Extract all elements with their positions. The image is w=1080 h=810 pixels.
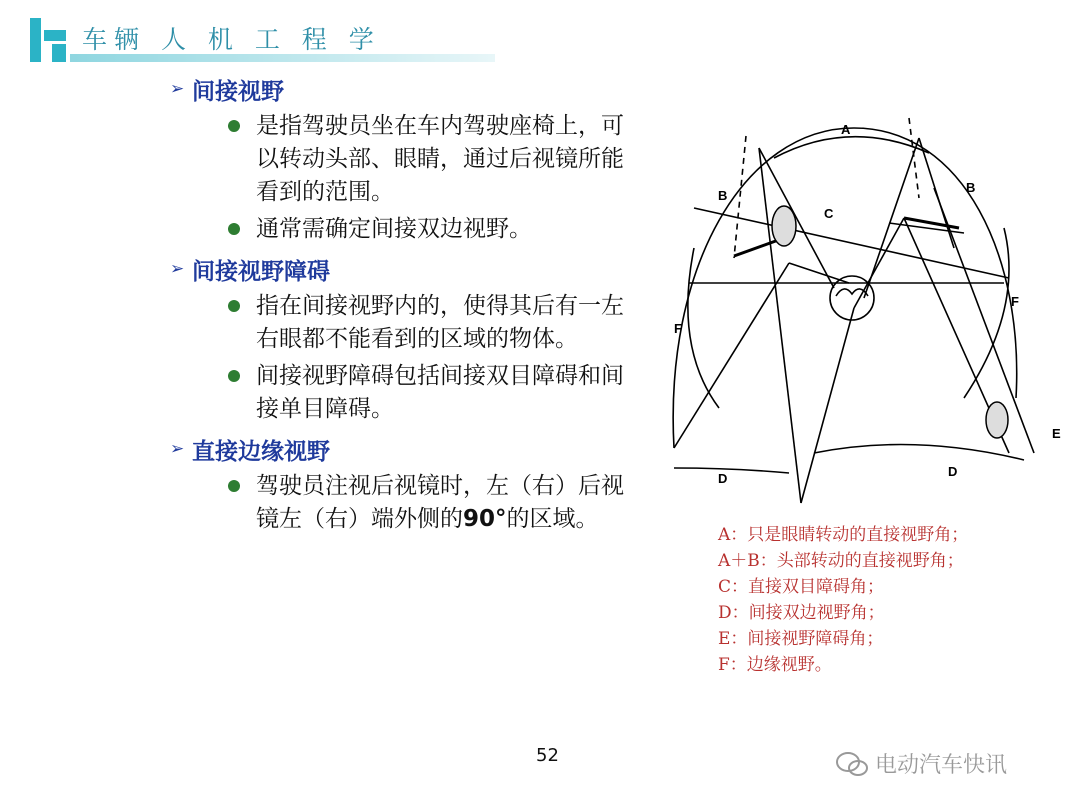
course-title: 车辆 人 机 工 程 学 [82,25,381,54]
legend-item: A＋B：头部转动的直接视野角； [718,551,964,571]
bullet-item [228,213,660,246]
blind-zone-c [772,206,796,246]
legend-item: F：边缘视野。 [718,655,832,675]
bullet-item [228,470,660,536]
page-number: 52 [536,745,559,766]
section-heading [170,70,660,108]
bullet-text: 驾驶员注视后视镜时，左（右）后视镜左（右）端外侧的90°的区域。 [256,473,624,532]
legend-item: D：间接双边视野角； [718,603,885,623]
watermark-text: 电动汽车快讯 [875,753,1008,778]
blind-zone-e [986,402,1008,438]
label-a: A [841,122,851,137]
section-heading-text: 间接视野障碍 [192,258,330,285]
header-divider [70,54,495,62]
bullet-text: 间接视野障碍包括间接双目障碍和间接单目障碍。 [256,363,624,422]
diagram-legend [718,522,968,678]
bullet-text: 通常需确定间接双边视野。 [256,216,532,242]
bullet-item [228,360,660,426]
section-heading [170,250,660,288]
label-d-right: D [948,464,958,479]
label-f-right: F [1011,294,1019,309]
bullet-item [228,110,660,209]
label-e: E [1052,426,1061,441]
bullet-text: 是指驾驶员坐在车内驾驶座椅上，可以转动头部、眼睛，通过后视镜所能看到的范围。 [256,113,624,205]
legend-item: A：只是眼睛转动的直接视野角； [718,525,969,545]
arrow-bullet-icon: ➢ [170,439,185,459]
section-heading-text: 间接视野 [192,78,284,105]
watermark [835,748,1007,779]
round-bullet-icon [228,480,240,492]
section-heading [170,430,660,468]
section-heading-text: 直接边缘视野 [192,438,330,465]
label-c: C [824,206,834,221]
field-of-view-diagram [664,108,1074,528]
legend-item: E：间接视野障碍角； [718,629,884,649]
arrow-bullet-icon: ➢ [170,79,185,99]
label-b-right: B [966,180,976,195]
round-bullet-icon [228,300,240,312]
bullet-text: 指在间接视野内的，使得其后有一左右眼都不能看到的区域的物体。 [256,293,624,352]
label-b-left: B [718,188,728,203]
round-bullet-icon [228,370,240,382]
round-bullet-icon [228,120,240,132]
course-logo [30,18,70,62]
arrow-bullet-icon: ➢ [170,259,185,279]
round-bullet-icon [228,223,240,235]
peripheral-arc [673,128,1017,448]
slide-content [170,70,660,540]
bullet-item [228,290,660,356]
wechat-icon [835,750,869,778]
slide-header [0,0,1080,70]
legend-item: C：直接双目障碍角； [718,577,885,597]
label-d-left: D [718,471,728,486]
label-f-left: F [674,321,682,336]
